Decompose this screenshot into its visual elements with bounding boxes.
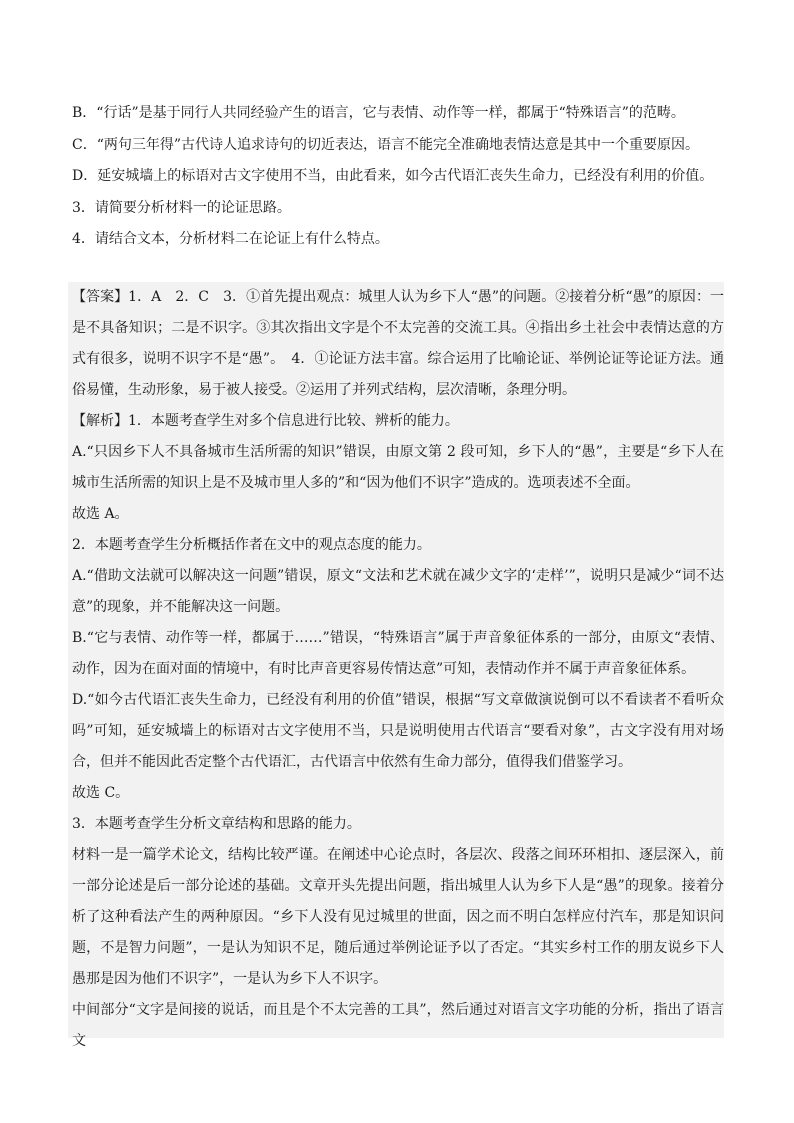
option-d: D．延安城墙上的标语对古文字使用不当，由此看来，如今古代语汇丧失生命力，已经没有利用的价值。 [72,168,714,184]
option-b: B．“行话”是基于同行人共同经验产生的语言，它与表情、动作等一样，都属于“特殊语言”的范畴。 [72,105,685,121]
answer-summary: 【答案】1．A 2．C 3．①首先提出观点：城里人认为乡下人“愚”的问题。②接着分析“愚”的原因：一是不具备知识；二是不识字。③其次指出文字是个不太完善的交流工具。④指出乡土社会中表情达意的方式有很多，说明不识字不是“愚”。 4．①论证方法丰富。综合运用了比喻论证、举例论证等论证方法。通俗易懂，生动形象，易于被人接受。②运用了并列式结构，层次清晰，条理分明。 [72,289,724,398]
analysis-2-d: D.“如今古代语汇丧失生命力，已经没有利用的价值”错误，根据“写文章做演说倒可以不看读者不看听众吗”可知，延安城墙上的标语对古文字使用不当，只是说明使用古代语言“要看对象”，古文字没有用对场合，但并不能因此否定整个古代语汇，古代语言中依然有生命力部分，值得我们借鉴学习。 [72,692,724,770]
question-4: 4．请结合文本，分析材料二在论证上有什么特点。 [72,231,389,247]
analysis-2-intro: 2．本题考查学生分析概括作者在文中的观点态度的能力。 [72,537,431,553]
question-3: 3．请简要分析材料一的论证思路。 [72,199,291,216]
analysis-1-intro: 【解析】1．本题考查学生对多个信息进行比较、辨析的能力。 [72,413,459,429]
analysis-2-a: A.“借助文法就可以解决这一问题”错误，原文“文法和艺术就在减少文字的‘走样’”，说明只是减少“词不达意”的现象，并不能解决这一问题。 [72,568,724,615]
analysis-3-intro: 3．本题考查学生分析文章结构和思路的能力。 [72,816,361,832]
answer-section [68,282,724,1049]
analysis-2-b: B.“它与表情、动作等一样，都属于……”错误，“特殊语言”属于声音象征体系的一部分，由原文“表情、动作，因为在面对面的情境中，有时比声音更容易传情达意”可知，表情动作并不属于声音象征体系。 [72,630,724,677]
analysis-2-choice: 故选 C。 [72,785,130,801]
analysis-3-body-2: 中间部分“文字是间接的说话，而且是个不太完善的工具”，然后通过对语言文字功能的分析，指出了语言文 [72,1002,724,1049]
question-section [72,98,724,256]
analysis-1-a: A.“只因乡下人不具备城市生活所需的知识”错误，由原文第 2 段可知，乡下人的“愚”，主要是“乡下人在城市生活所需的知识上是不及城市里人多的”和“因为他们不识字”造成的。选项表述不全面。 [72,444,724,491]
analysis-3-body-1: 材料一是一篇学术论文，结构比较严谨。在阐述中心论点时，各层次、段落之间环环相扣、逐层深入，前一部分论述是后一部分论述的基础。文章开头先提出问题，指出城里人认为乡下人是“愚”的现象。接着分析了这种看法产生的两种原因。“乡下人没有见过城里的世面，因之而不明白怎样应付汽车，那是知识问题，不是智力问题”，一是认为知识不足，随后通过举例论证予以了否定。“其实乡村工作的朋友说乡下人愚那是因为他们不识字”，一是认为乡下人不识字。 [72,847,724,987]
option-c: C．“两句三年得”古代诗人追求诗句的切近表达，语言不能完全准确地表情达意是其中一个重要原因。 [72,136,700,153]
analysis-1-choice: 故选 A。 [72,506,129,522]
